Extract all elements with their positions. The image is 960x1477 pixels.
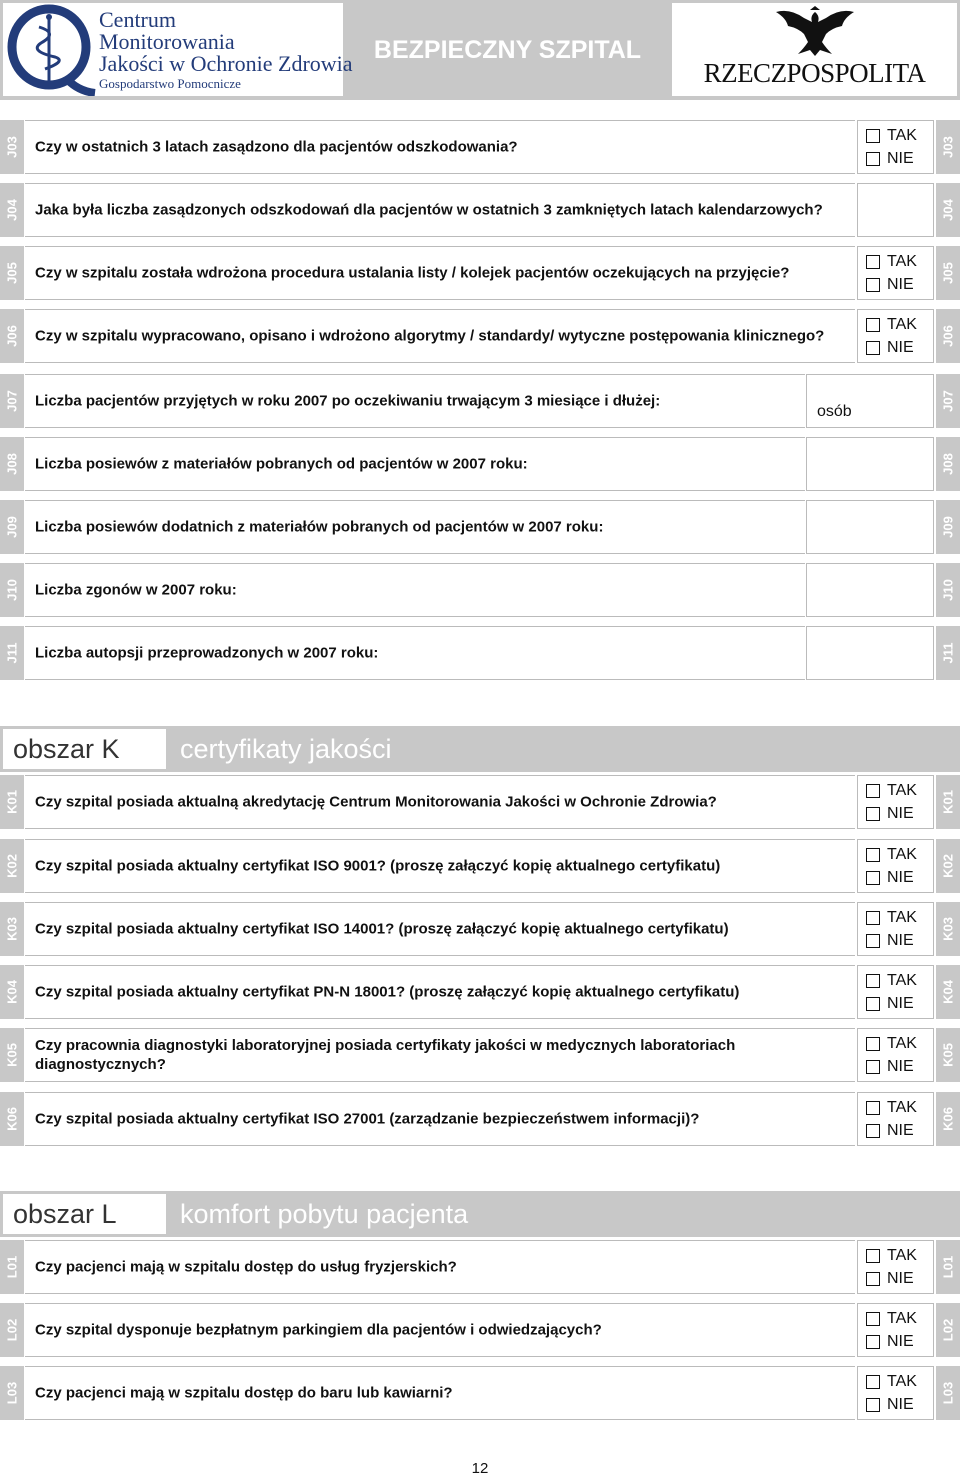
option-nie[interactable]: NIE [866,273,917,296]
answer-cell [857,839,934,893]
code-left: J09 [0,500,24,554]
question-text: Czy szpital posiada aktualny certyfikat PN-N 18001? (proszę załączyć kopię aktualnego certyfikatu) [35,983,740,1001]
checkbox-nie[interactable] [866,1335,880,1349]
question-row-k06 [0,1092,960,1146]
code-right: K03 [936,902,960,956]
logo-line-3: Jakości w Ochronie Zdrowia [99,51,353,76]
question-text: Czy w ostatnich 3 latach zasądzono dla pacjentów odszkodowania? [35,138,518,156]
question-text: Czy pacjenci mają w szpitalu dostęp do baru lub kawiarni? [35,1384,453,1402]
question-row-j10 [0,563,960,617]
checkbox-tak[interactable] [866,129,880,143]
question-text: Czy szpital posiada aktualną akredytację Centrum Monitorowania Jakości w Ochronie Zdrowia? [35,793,717,811]
answer-cell [857,965,934,1019]
logo-line-4: Gospodarstwo Pomocnicze [99,76,241,91]
question-cell [25,626,805,680]
question-text: Czy pracownia diagnostyki laboratoryjnej posiada certyfikaty jakości w medycznych laboratoriach diagnostycznych? [35,1037,736,1073]
code-right: J10 [936,563,960,617]
checkbox-tak[interactable] [866,318,880,332]
question-row-k02 [0,839,960,893]
code-right: J09 [936,500,960,554]
code-left: K04 [0,965,24,1019]
code-left: J11 [0,626,24,680]
cmj-logo [3,3,353,96]
question-cell [25,1240,855,1294]
question-cell [25,965,855,1019]
checkbox-tak[interactable] [866,1249,880,1263]
question-row-j11 [0,626,960,680]
code-left: J07 [0,374,24,428]
code-right: K01 [936,775,960,829]
code-left: J06 [0,309,24,363]
question-cell [25,437,805,491]
answer-cell [857,246,934,300]
page-header [0,0,960,100]
checkbox-nie[interactable] [866,934,880,948]
option-nie[interactable]: NIE [866,1330,917,1353]
answer-cell [857,120,934,174]
checkbox-nie[interactable] [866,807,880,821]
code-right: J04 [936,183,960,237]
checkbox-tak[interactable] [866,1101,880,1115]
checkbox-nie[interactable] [866,1272,880,1286]
checkbox-nie[interactable] [866,1060,880,1074]
answer-cell [857,1028,934,1082]
answer-cell [857,1240,934,1294]
option-nie[interactable]: NIE [866,802,917,825]
answer-cell [857,1303,934,1357]
section-label: obszar K [3,729,166,769]
question-row-j07 [0,374,960,428]
eagle-emblem-icon [770,6,860,58]
answer-cell [857,775,934,829]
code-right: K04 [936,965,960,1019]
answer-cell [857,1366,934,1420]
question-cell [25,1092,855,1146]
option-nie[interactable]: NIE [866,1267,917,1290]
question-cell [25,183,855,237]
code-right: K06 [936,1092,960,1146]
code-left: L02 [0,1303,24,1357]
option-nie[interactable]: NIE [866,336,917,359]
code-left: J03 [0,120,24,174]
question-row-l03 [0,1366,960,1420]
question-row-j08 [0,437,960,491]
code-right: J08 [936,437,960,491]
question-text: Liczba posiewów z materiałów pobranych od pacjentów w 2007 roku: [35,455,528,473]
checkbox-tak[interactable] [866,1037,880,1051]
question-row-l02 [0,1303,960,1357]
checkbox-nie[interactable] [866,278,880,292]
checkbox-nie[interactable] [866,1124,880,1138]
section-label: obszar L [3,1194,166,1234]
question-row-l01 [0,1240,960,1294]
answer-input-cell[interactable] [806,626,934,680]
checkbox-nie[interactable] [866,1398,880,1412]
checkbox-nie[interactable] [866,997,880,1011]
option-tak[interactable]: TAK [866,1032,917,1055]
option-tak[interactable]: TAK [866,1096,917,1119]
code-left: J05 [0,246,24,300]
option-tak[interactable]: TAK [866,906,917,929]
option-nie[interactable]: NIE [866,1119,917,1142]
question-row-k01 [0,775,960,829]
page-number: 12 [471,1460,489,1477]
answer-input-cell[interactable] [806,500,934,554]
question-text: Czy szpital posiada aktualny certyfikat ISO 27001 (zarządzanie bezpieczeństwem informacji)? [35,1110,700,1128]
question-row-k04 [0,965,960,1019]
question-cell [25,500,805,554]
checkbox-tak[interactable] [866,911,880,925]
question-cell [25,246,855,300]
question-row-k05 [0,1028,960,1082]
q-caduceus-logo-icon [5,3,97,96]
page-title: BEZPIECZNY SZPITAL [373,35,642,64]
question-text: Czy pacjenci mają w szpitalu dostęp do usług fryzjerskich? [35,1258,457,1276]
answer-input-cell[interactable] [806,374,934,428]
question-row-j05 [0,246,960,300]
checkbox-nie[interactable] [866,152,880,166]
question-cell [25,902,855,956]
option-nie[interactable]: NIE [866,866,917,889]
question-cell [25,1366,855,1420]
rzeczpospolita-logo [672,3,957,96]
code-left: K01 [0,775,24,829]
code-left: L03 [0,1366,24,1420]
checkbox-nie[interactable] [866,341,880,355]
section-header-k [0,726,960,772]
code-left: J10 [0,563,24,617]
question-text: Liczba zgonów w 2007 roku: [35,581,237,599]
code-left: L01 [0,1240,24,1294]
question-row-j04 [0,183,960,237]
code-right: L02 [936,1303,960,1357]
question-cell [25,120,855,174]
question-cell [25,374,805,428]
question-cell [25,1303,855,1357]
logo-line-2: Monitorowania [99,29,235,54]
question-text: Czy szpital dysponuje bezpłatnym parkingiem dla pacjentów i odwiedzających? [35,1321,602,1339]
question-text: Liczba posiewów dodatnich z materiałów pobranych od pacjentów w 2007 roku: [35,518,604,536]
option-nie[interactable]: NIE [866,147,917,170]
code-left: K03 [0,902,24,956]
code-right: L01 [936,1240,960,1294]
question-cell [25,775,855,829]
code-right: K02 [936,839,960,893]
question-text: Liczba autopsji przeprowadzonych w 2007 roku: [35,644,379,662]
answer-cell [857,1092,934,1146]
question-row-j03 [0,120,960,174]
section-title: certyfikaty jakości [180,733,392,764]
code-left: K05 [0,1028,24,1082]
code-right: J05 [936,246,960,300]
question-cell [25,309,855,363]
option-tak[interactable]: TAK [866,1244,917,1267]
question-cell [25,563,805,617]
option-tak[interactable]: TAK [866,1370,917,1393]
checkbox-tak[interactable] [866,1312,880,1326]
option-tak[interactable]: TAK [866,1307,917,1330]
logo-line-1: Centrum [99,7,176,32]
question-text: Liczba pacjentów przyjętych w roku 2007 po oczekiwaniu trwającym 3 miesiące i dłużej: [35,392,661,410]
option-tak[interactable]: TAK [866,313,917,336]
answer-cell [857,309,934,363]
unit-label: osób [817,403,852,420]
answer-input-cell[interactable] [806,563,934,617]
question-cell [25,839,855,893]
option-nie[interactable]: NIE [866,1393,917,1416]
question-text: Czy w szpitalu wypracowano, opisano i wdrożono algorytmy / standardy/ wytyczne postępowania klinicznego? [35,327,825,345]
question-row-j06 [0,309,960,363]
checkbox-tak[interactable] [866,784,880,798]
code-right: J03 [936,120,960,174]
checkbox-tak[interactable] [866,848,880,862]
section-title: komfort pobytu pacjenta [180,1198,469,1229]
code-right: J07 [936,374,960,428]
question-text: Czy w szpitalu została wdrożona procedura ustalania listy / kolejek pacjentów oczekujących na przyjęcie? [35,264,790,282]
code-left: J08 [0,437,24,491]
option-nie[interactable]: NIE [866,1055,917,1078]
question-text: Czy szpital posiada aktualny certyfikat ISO 14001? (proszę załączyć kopię aktualnego certyfikatu) [35,920,729,938]
question-row-k03 [0,902,960,956]
checkbox-nie[interactable] [866,871,880,885]
checkbox-tak[interactable] [866,1375,880,1389]
checkbox-tak[interactable] [866,974,880,988]
code-right: J06 [936,309,960,363]
code-right: L03 [936,1366,960,1420]
option-nie[interactable]: NIE [866,992,917,1015]
option-tak[interactable]: TAK [866,779,917,802]
answer-input-cell[interactable] [806,437,934,491]
question-text: Jaka była liczba zasądzonych odszkodowań dla pacjentów w ostatnich 3 zamkniętych latach kalendarzowych? [35,201,823,219]
question-row-j09 [0,500,960,554]
option-tak[interactable]: TAK [866,969,917,992]
section-header-l [0,1191,960,1237]
code-right: K05 [936,1028,960,1082]
rzeczpospolita-text: RZECZPOSPOLITA [703,58,926,88]
option-tak[interactable]: TAK [866,843,917,866]
option-nie[interactable]: NIE [866,929,917,952]
option-tak[interactable]: TAK [866,250,917,273]
code-right: J11 [936,626,960,680]
code-left: K06 [0,1092,24,1146]
code-left: K02 [0,839,24,893]
code-left: J04 [0,183,24,237]
question-cell [25,1028,855,1082]
checkbox-tak[interactable] [866,255,880,269]
answer-cell [857,902,934,956]
option-tak[interactable]: TAK [866,124,917,147]
answer-input-cell[interactable] [857,183,934,237]
question-text: Czy szpital posiada aktualny certyfikat ISO 9001? (proszę załączyć kopię aktualnego certyfikatu) [35,857,721,875]
